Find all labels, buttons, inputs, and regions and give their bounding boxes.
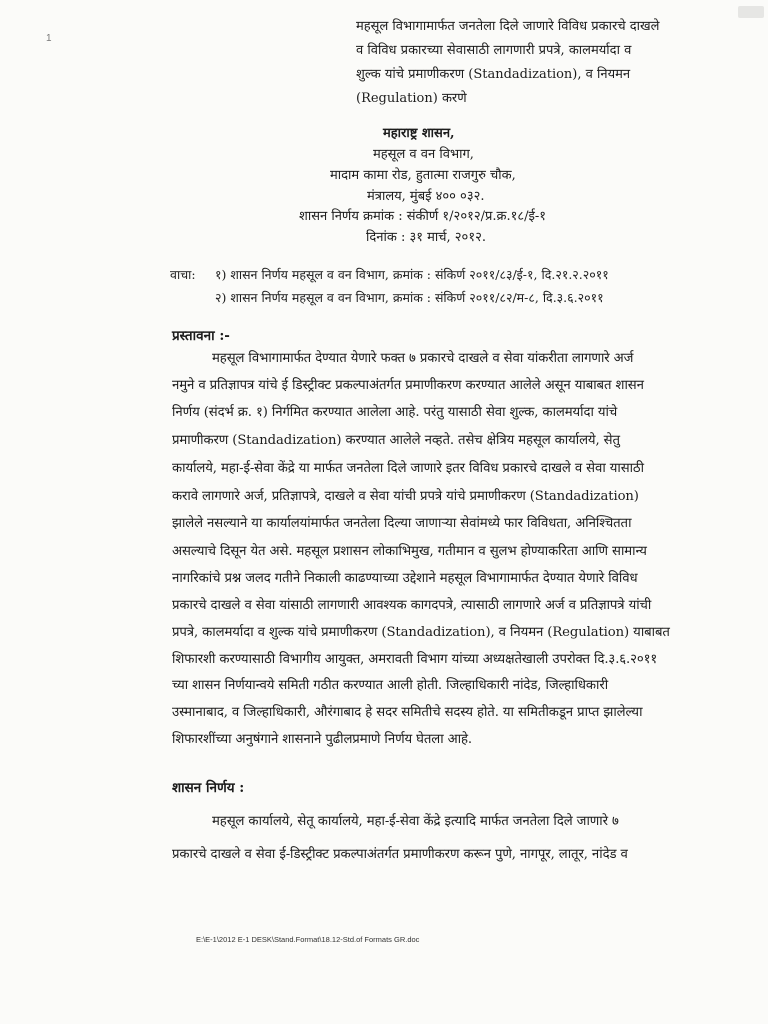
government-name: महाराष्ट्र शासन, bbox=[383, 126, 455, 141]
decision-heading: शासन निर्णय : bbox=[172, 780, 245, 796]
preamble-line: कार्यालये, महा-ई-सेवा केंद्रे या मार्फत जनतेला दिले जाणारे इतर विविध प्रकारचे दाखले व सेवा यासाठी bbox=[172, 461, 644, 476]
preamble-line: महसूल विभागामार्फत देण्यात येणारे फक्त ७ प्रकारचे दाखले व सेवा यांकरीता लागणारे अर्ज bbox=[212, 351, 634, 366]
preamble-line: निर्णय (संदर्भ क्र. १) निर्गमित करण्यात आलेला आहे. परंतु यासाठी सेवा शुल्क, कालमर्यादा यांचे bbox=[172, 405, 618, 420]
reference-item: २) शासन निर्णय महसूल व वन विभाग, क्रमांक : संकिर्ण २०११/८२/म-८, दि.३.६.२०११ bbox=[215, 290, 604, 305]
subject-line: (Regulation) करणे bbox=[356, 91, 467, 106]
gr-date: दिनांक : ३१ मार्च, २०१२. bbox=[366, 230, 486, 245]
address-line-2: मंत्रालय, मुंबई ४०० ०३२. bbox=[367, 189, 485, 204]
preamble-line: नमुने व प्रतिज्ञापत्र यांचे ई डिस्ट्रीक्ट प्रकल्पाअंतर्गत प्रमाणीकरण करण्यात आलेले असून याबाबत शासन bbox=[172, 378, 644, 393]
gr-number: शासन निर्णय क्रमांक : संकीर्ण १/२०१२/प्र.क्र.१८/ई-१ bbox=[299, 209, 547, 224]
preamble-line: प्रकारचे दाखले व सेवा यांसाठी लागणारी आवश्यक कागदपत्रे, त्यासाठी लागणारे अर्ज व प्रतिज्ञापत्रे यांची bbox=[172, 598, 652, 613]
decision-line: प्रकारचे दाखले व सेवा ई-डिस्ट्रीक्ट प्रकल्पाअंतर्गत प्रमाणीकरण करून पुणे, नागपूर, लातूर, नांदेड व bbox=[172, 847, 628, 862]
scan-smudge bbox=[738, 6, 764, 18]
preamble-line: प्रमाणीकरण (Standadization) करण्यात आलेले नव्हते. तसेच क्षेत्रिय महसूल कार्यालये, सेतु bbox=[172, 433, 620, 448]
preamble-heading: प्रस्तावना :- bbox=[172, 328, 230, 344]
address-line-1: मादाम कामा रोड, हुतात्मा राजगुरु चौक, bbox=[330, 168, 516, 183]
references-label: वाचा: bbox=[170, 267, 196, 282]
preamble-line: च्या शासन निर्णयान्वये समिती गठीत करण्यात आली होती. जिल्हाधिकारी नांदेड, जिल्हाधिकारी bbox=[172, 678, 609, 693]
preamble-line: उस्मानाबाद, व जिल्हाधिकारी, औरंगाबाद हे सदर समितीचे सदस्य होते. या समितीकडून प्राप्त झालेल्या bbox=[172, 705, 643, 720]
margin-mark: 1 bbox=[46, 33, 52, 44]
reference-item: १) शासन निर्णय महसूल व वन विभाग, क्रमांक : संकिर्ण २०११/८३/ई-१, दि.२१.२.२०११ bbox=[215, 267, 609, 282]
subject-block bbox=[356, 15, 672, 111]
preamble-line: झालेले नसल्याने या कार्यालयांमार्फत जनतेला दिल्या जाणाऱ्या सेवांमध्ये फार विविधता, अनिश्चितता bbox=[172, 516, 632, 531]
preamble-line: शिफारशींच्या अनुषंगाने शासनाने पुढीलप्रमाणे निर्णय घेतला आहे. bbox=[172, 732, 472, 747]
preamble-line: प्रपत्रे, कालमर्यादा व शुल्क यांचे प्रमाणीकरण (Standadization), व नियमन (Regulation) याबाबत bbox=[172, 625, 670, 640]
file-path-footer: E:\E-1\2012 E-1 DESK\Stand.Format\18.12-Std.of Formats GR.doc bbox=[196, 935, 420, 944]
preamble-line: असल्याचे दिसून येत असे. महसूल प्रशासन लोकाभिमुख, गतीमान व सुलभ होण्याकरिता आणि सामान्य bbox=[172, 544, 647, 559]
preamble-line: शिफारशी करण्यासाठी विभागीय आयुक्त, अमरावती विभाग यांच्या अध्यक्षतेखाली उपरोक्त दि.३.६.२०११ bbox=[172, 652, 658, 667]
subject-line: महसूल विभागामार्फत जनतेला दिले जाणारे विविध प्रकारचे दाखले bbox=[356, 19, 660, 34]
subject-line: व विविध प्रकारच्या सेवासाठी लागणारी प्रपत्रे, कालमर्यादा व bbox=[356, 43, 632, 58]
subject-line: शुल्क यांचे प्रमाणीकरण (Standadization), व नियमन bbox=[356, 67, 631, 82]
department-name: महसूल व वन विभाग, bbox=[373, 147, 474, 162]
preamble-line: करावे लागणारे अर्ज, प्रतिज्ञापत्रे, दाखले व सेवा यांची प्रपत्रे यांचे प्रमाणीकरण (Standadization) bbox=[172, 489, 639, 504]
decision-line: महसूल कार्यालये, सेतू कार्यालये, महा-ई-सेवा केंद्रे इत्यादि मार्फत जनतेला दिले जाणारे ७ bbox=[212, 814, 619, 829]
preamble-line: नागरिकांचे प्रश्न जलद गतीने निकाली काढण्याच्या उद्देशाने महसूल विभागामार्फत देण्यात येणारे विविध bbox=[172, 571, 638, 586]
